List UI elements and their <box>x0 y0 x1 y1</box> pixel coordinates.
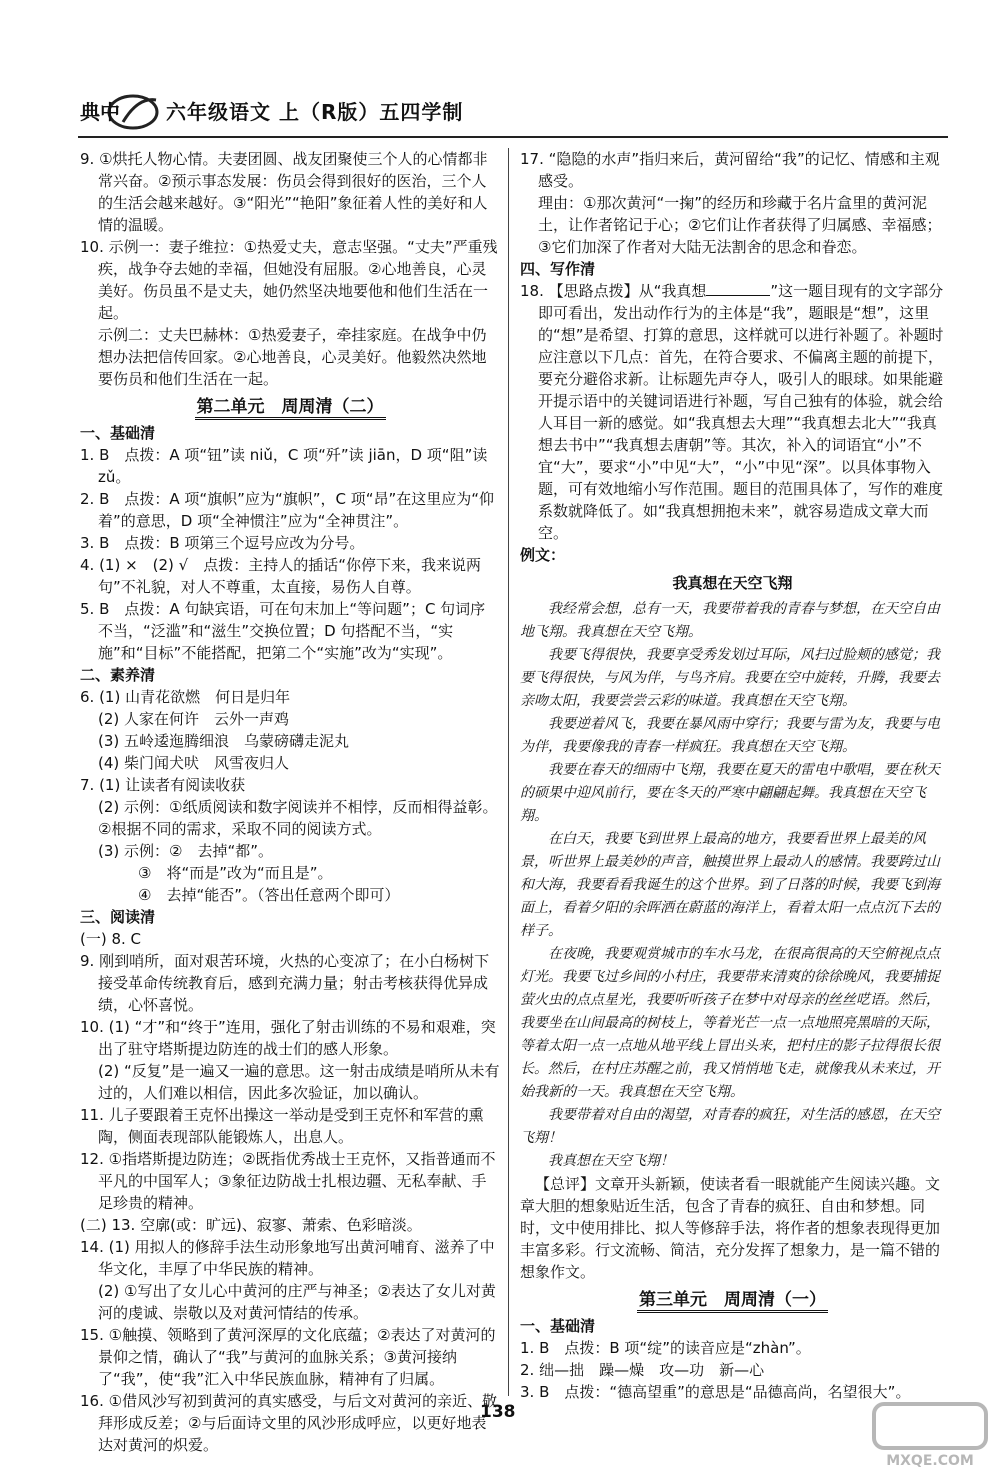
answer-item: (2) ①写出了女儿心中黄河的庄严与神圣；②表达了女儿对黄河的虔诚、崇敬以及对黄河情结的传承。 <box>98 1282 496 1322</box>
answer-item: 理由：①那次黄河“一掬”的经历和珍藏于名片盒里的黄河泥土，让作者铭记于心；②它们让作者获得了归属感、幸福感；③它们加深了作者对大陆无法割舍的思念和眷恋。 <box>538 194 942 256</box>
brand-logo-icon <box>78 92 160 130</box>
answer-item: 4. (1) × (2) √ 点拨：主持人的插话“你停下来，我来说两句”不礼貌，对人不尊重，太直接，易伤人自尊。 <box>80 556 482 596</box>
watermark-logo-icon <box>870 1400 990 1470</box>
answer-item: (2) 示例：①纸质阅读和数字阅读并不相悖，反而相得益彰。②根据不同的需求，采取不同的阅读方式。 <box>98 798 498 838</box>
answer-item: 15. ①触摸、领略到了黄河深厚的文化底蕴；②表达了对黄河的景仰之情，确认了“我”与黄河的血脉关系；③黄河接纳了“我”，使“我”汇入中华民族血脉，精神有了归属。 <box>80 1326 496 1388</box>
section-heading: 三、阅读清 <box>80 908 156 926</box>
essay-paragraph: 我真想在天空飞翔！ <box>548 1153 674 1169</box>
svg-text:典中: 典中 <box>80 100 120 124</box>
answer-item: 2. 绌—拙 躁—燥 攻—功 新—心 <box>520 1361 765 1379</box>
right-column <box>520 148 945 1403</box>
answer-item: 17. “隐隐的水声”指归来后，黄河留给“我”的记忆、情感和主观感受。 <box>520 150 940 190</box>
essay-paragraph: 在白天，我要飞到世界上最高的地方，我要看世界上最美的风景，听世界上最美妙的声音，触摸世界上最动人的感情。我要跨过山和大海，我要看看我诞生的这个世界。到了日落的时候，我要飞到海面上，看着夕阳的余晖洒在蔚蓝的海洋上，看着太阳一点点沉下去的样子。 <box>520 831 940 939</box>
page-title: 六年级语文 上（R版）五四学制 <box>166 100 464 124</box>
essay-paragraph: 在夜晚，我要观赏城市的车水马龙，在很高很高的天空俯视点点灯光。我要飞过乡间的小村庄，我要带来清爽的徐徐晚风，我要捕捉萤火虫的点点星光，我要听听孩子在梦中对母亲的丝丝呓语。然后，我要坐在山间最高的树枝上，等着光芒一点一点地照亮黑暗的天际，等着太阳一点一点地从地平线上冒出头来，把村庄的影子拉得很长很长。然后，在村庄苏醒之前，我又悄悄地飞走，就像我从未来过，开始我新的一天。我真想在天空飞翔。 <box>520 946 940 1100</box>
answer-item: 10. (1) “才”和“终于”连用，强化了射击训练的不易和艰难，突出了驻守塔斯提边防连的战士们的感人形象。 <box>80 1018 496 1058</box>
answer-item: 9. ①烘托人物心情。夫妻团圆、战友团聚使三个人的心情都非常兴奋。②预示事态发展：伤员会得到很好的医治，三个人的生活会越来越好。③“阳光”“艳阳”象征着人性的美好和人情的温暖。 <box>80 150 488 234</box>
answer-item: 示例二：丈夫巴赫林：①热爱妻子，牵挂家庭。在战争中仍想办法把信传回家。②心地善良，心灵美好。他毅然决然地要伤员和他们生活在一起。 <box>98 326 487 388</box>
section-heading: 一、基础清 <box>80 424 156 442</box>
answer-item: 1. B 点拨：B 项“绽”的读音应是“zhàn”。 <box>520 1339 811 1357</box>
answer-item: 9. 刚到哨所，面对艰苦环境，火热的心变凉了；在小白杨树下接受革命传统教育后，感到充满力量；射击考核获得优异成绩，心怀喜悦。 <box>80 952 490 1014</box>
answer-item: (2) 人家在何许 云外一声鸡 <box>98 710 290 728</box>
answer-item: (2) “反复”是一遍又一遍的意思。这一射击成绩是哨所从未有过的，人们难以相信，因此多次验证，加以确认。 <box>98 1062 500 1102</box>
answer-item: 6. (1) 山青花欲燃 何日是归年 <box>80 688 291 706</box>
section-heading: 一、基础清 <box>520 1317 596 1335</box>
essay-paragraph: 我要在春天的细雨中飞翔，我要在夏天的雷电中歌唱，要在秋天的硕果中迎风前行，要在冬天的严寒中翩翩起舞。我真想在天空飞翔。 <box>520 762 940 824</box>
fill-in-blank <box>706 281 770 296</box>
review-comment: 【总评】文章开头新颖，使读者看一眼就能产生阅读兴趣。文章大胆的想象贴近生活，包含了青春的疯狂、自由和梦想。同时，文中使用排比、拟人等修辞手法，将作者的想象表现得更加丰富多彩。行文流畅、简洁，充分发挥了想象力，是一篇不错的想象作文。 <box>520 1175 941 1281</box>
answer-item: 3. B 点拨：B 项第三个逗号应改为分号。 <box>80 534 365 552</box>
header-rule <box>78 136 948 138</box>
answer-item: (4) 柴门闻犬吠 风雪夜归人 <box>98 754 290 772</box>
answer-item: 7. (1) 让读者有阅读收获 <box>80 776 246 794</box>
answer-item: (3) 五岭逶迤腾细浪 乌蒙磅礴走泥丸 <box>98 732 350 750</box>
essay-title: 我真想在天空飞翔 <box>672 574 793 592</box>
answer-item: 18. 【思路点拨】从“我真想 ”这一题目现有的文字部分即可看出，发出动作行为的主体是“我”，题眼是“想”，这里的“想”是希望、打算的意思，这样就可以进行补题了。补题时应注意以下几点：首先，在符合要求、不偏离主题的前提下，要充分避俗求新。让标题先声夺人，吸引人的眼球。如果能避开提示语中的关键词语进行补题，写自己独有的体验，就会给人耳目一新的感觉。如“我真想去大理”“我真想去北大”“我真想去书中”“我真想去唐朝”等。其次，补入的词语宜“小”不宜“大”，要求“小”中见“大”，“小”中见“深”。以具体事物入题，可有效地缩小写作范围。题目的范围具体了，写作的难度系数就降低了。如“我真想拥抱未来”，就容易造成文章大而空。 <box>520 282 944 542</box>
answer-item: ④ 去掉“能否”。（答出任意两个即可） <box>138 886 400 904</box>
example-label: 例文： <box>520 546 566 564</box>
essay-paragraph: 我要带着对自由的渴望，对青春的疯狂，对生活的感恩，在天空飞翔！ <box>520 1107 940 1146</box>
left-column <box>80 148 500 1456</box>
answer-item: 3. B 点拨：“德高望重”的意思是“品德高尚，名望很大”。 <box>520 1383 911 1401</box>
essay-paragraph: 我要飞得很快，我要享受秀发划过耳际，风扫过脸颊的感觉；我要飞得很快，与风为伴，与鸟齐肩。我要在空中旋转，升腾，我要去亲吻太阳，我要尝尝云彩的味道。我真想在天空飞翔。 <box>520 647 940 709</box>
section-heading: 二、素养清 <box>80 666 156 684</box>
answer-item: (二) 13. 空廓(或：旷远)、寂寥、萧索、色彩暗淡。 <box>80 1216 422 1234</box>
unit-heading: 第二单元 周周清（二） <box>80 396 500 418</box>
column-divider <box>508 148 509 1396</box>
answer-item: 2. B 点拨：A 项“旗帜”应为“旗帜”，C 项“昂”在这里应为“仰着”的意思，D 项“全神惯注”应为“全神贯注”。 <box>80 490 495 530</box>
answer-item: 16. ①借风沙写初到黄河的真实感受，与后文对黄河的亲近、敬拜形成反差；②与后面诗文里的风沙形成呼应，以更好地表达对黄河的炽爱。 <box>80 1392 498 1454</box>
answer-item: 11. 儿子要跟着王克怀出操这一举动是受到王克怀和军营的熏陶，侧面表现部队能锻炼人，出息人。 <box>80 1106 484 1146</box>
answer-item: 14. (1) 用拟人的修辞手法生动形象地写出黄河哺育、滋养了中华文化，丰厚了中华民族的精神。 <box>80 1238 495 1278</box>
answer-item: 5. B 点拨：A 句缺宾语，可在句末加上“等问题”；C 句词序不当，“泛滥”和“滋生”交换位置；D 句搭配不当，“实施”和“目标”不能搭配，把第二个“实施”改为“实现”。 <box>80 600 486 662</box>
unit-heading: 第三单元 周周清（一） <box>520 1289 945 1311</box>
answer-item: 12. ①指塔斯提边防连；②既指优秀战士王克怀，又指普通而不平凡的中国军人；③象征边防战士扎根边疆、无私奉献、手足珍贵的精神。 <box>80 1150 496 1212</box>
essay-paragraph: 我要逆着风飞，我要在暴风雨中穿行；我要与雷为友，我要与电为伴，我要像我的青春一样疯狂。我真想在天空飞翔。 <box>520 716 940 755</box>
answer-item: (一) 8. C <box>80 930 142 948</box>
essay-paragraph: 我经常会想，总有一天，我要带着我的青春与梦想，在天空自由地飞翔。我真想在天空飞翔。 <box>520 601 940 640</box>
svg-text:MXQE.COM: MXQE.COM <box>886 1453 974 1469</box>
answer-item: 1. B 点拨：A 项“钮”读 niǔ，C 项“歼”读 jiān，D 项“阻”读 zǔ。 <box>80 446 488 486</box>
section-heading: 四、写作清 <box>520 260 596 278</box>
answer-item: ③ 将“而是”改为“而且是”。 <box>138 864 333 882</box>
answer-item: (3) 示例：② 去掉“都”。 <box>98 842 274 860</box>
page-header <box>78 92 948 132</box>
page-number: 138 <box>480 1402 516 1422</box>
answer-item: 10. 示例一：妻子维拉：①热爱丈夫，意志坚强。“丈夫”严重残疾，战争夺去她的幸福，但她没有屈服。②心地善良，心灵美好。伤员虽不是丈夫，她仍然坚决地要他和他们生活在一起。 <box>80 238 498 322</box>
